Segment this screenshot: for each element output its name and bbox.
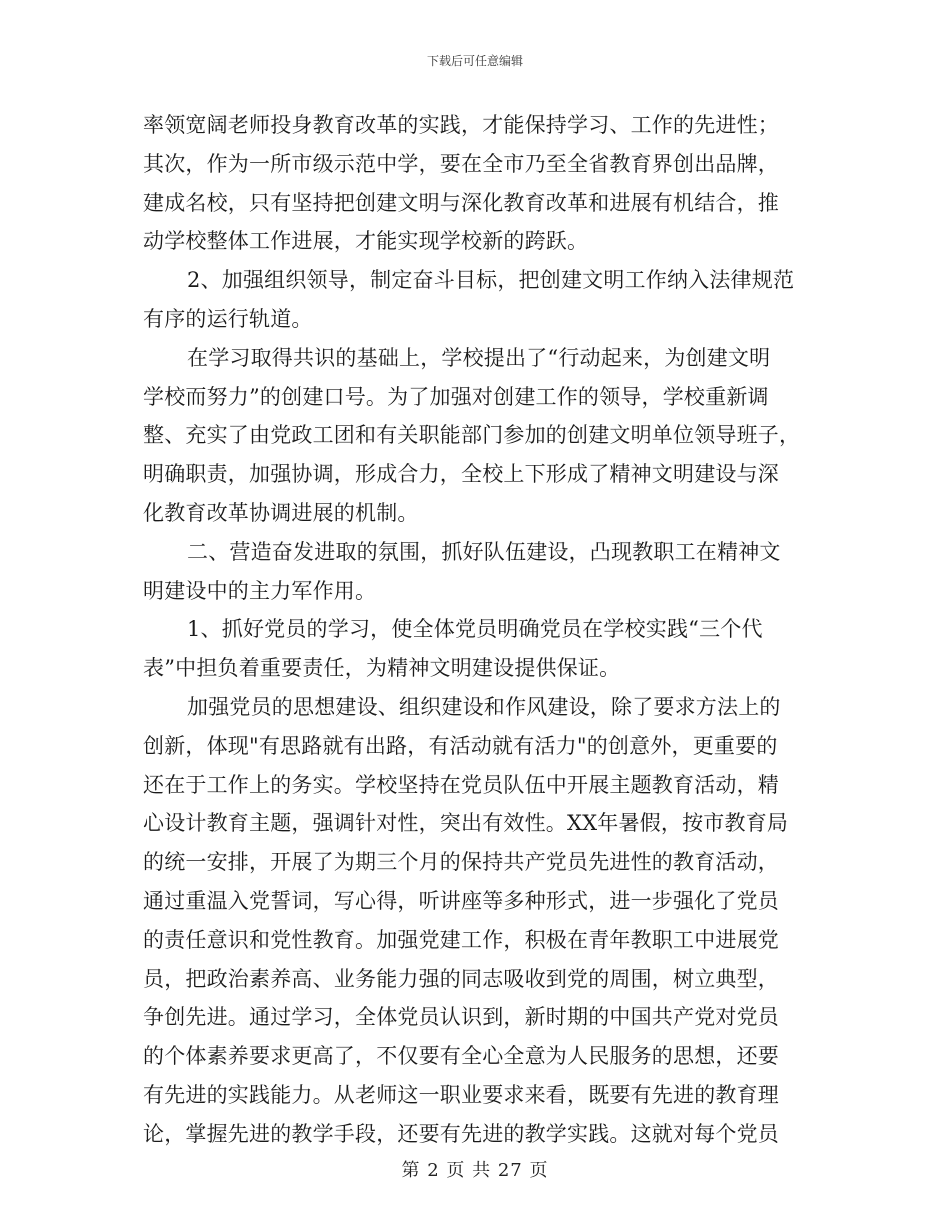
text-line: 有序的运行轨道。: [143, 306, 313, 331]
text-line: 明确职责，加强协调，形成合力，全校上下形成了精神文明建设与深: [143, 462, 779, 487]
text-line: 其次，作为一所市级示范中学，要在全市乃至全省教育界创出品牌，: [143, 151, 779, 176]
text-line: 在学习取得共识的基础上，学校提出了“行动起来，为创建文明: [187, 345, 771, 370]
page-header: 下载后可任意编辑: [426, 54, 523, 68]
text-line: 建成名校，只有坚持把创建文明与深化教育改革和进展有机结合，推: [143, 190, 779, 215]
text-line: 2、加强组织领导，制定奋斗目标，把创建文明工作纳入法律规范: [187, 268, 795, 293]
text-line: 整、充实了由党政工团和有关职能部门参加的创建文明单位领导班子，: [143, 423, 801, 448]
text-line: 的统一安排，开展了为期三个月的保持共产党员先进性的教育活动，: [143, 850, 779, 875]
page-footer: 第 2 页 共 27 页: [401, 1160, 549, 1181]
text-line: 争创先进。通过学习，全体党员认识到，新时期的中国共产党对党员: [143, 1005, 779, 1030]
text-line: 学校而努力”的创建口号。为了加强对创建工作的领导，学校重新调: [143, 384, 769, 409]
text-line: 率领宽阔老师投身教育改革的实践，才能保持学习、工作的先进性；: [143, 113, 779, 137]
text-line: 员，把政治素养高、业务能力强的同志吸收到党的周围，树立典型，: [143, 966, 779, 991]
text-line: 的责任意识和党性教育。加强党建工作，积极在青年教职工中进展党: [143, 927, 779, 952]
text-line: 表”中担负着重要责任，为精神文明建设提供保证。: [143, 656, 621, 681]
text-line: 二、营造奋发进取的氛围，抓好队伍建设，凸现教职工在精神文: [187, 539, 781, 564]
text-line: 1、抓好党员的学习，使全体党员明确党员在学校实践“三个代: [187, 617, 763, 642]
text-line: 还在于工作上的务实。学校坚持在党员队伍中开展主题教育活动，精: [143, 772, 779, 797]
text-line: 明建设中的主力军作用。: [143, 578, 377, 603]
text-line: 心设计教育主题，强调针对性，突出有效性。XX年暑假，按市教育局: [143, 811, 789, 836]
text-line: 通过重温入党誓词，写心得，听讲座等多种形式，进一步强化了党员: [143, 888, 779, 913]
text-line: 动学校整体工作进展，才能实现学校新的跨跃。: [143, 229, 589, 254]
text-line: 化教育改革协调进展的机制。: [143, 500, 419, 525]
text-line: 加强党员的思想建设、组织建设和作风建设，除了要求方法上的: [187, 694, 781, 719]
text-line: 的个体素养要求更高了，不仅要有全心全意为人民服务的思想，还要: [143, 1044, 779, 1069]
document-body: [143, 106, 803, 1154]
text-line: 论，掌握先进的教学手段，还要有先进的教学实践。这就对每个党员: [143, 1121, 779, 1146]
text-line: 创新，体现"有思路就有出路，有活动就有活力"的创意外，更重要的: [143, 733, 778, 758]
text-line: 有先进的实践能力。从老师这一职业要求来看，既要有先进的教育理: [143, 1082, 779, 1107]
